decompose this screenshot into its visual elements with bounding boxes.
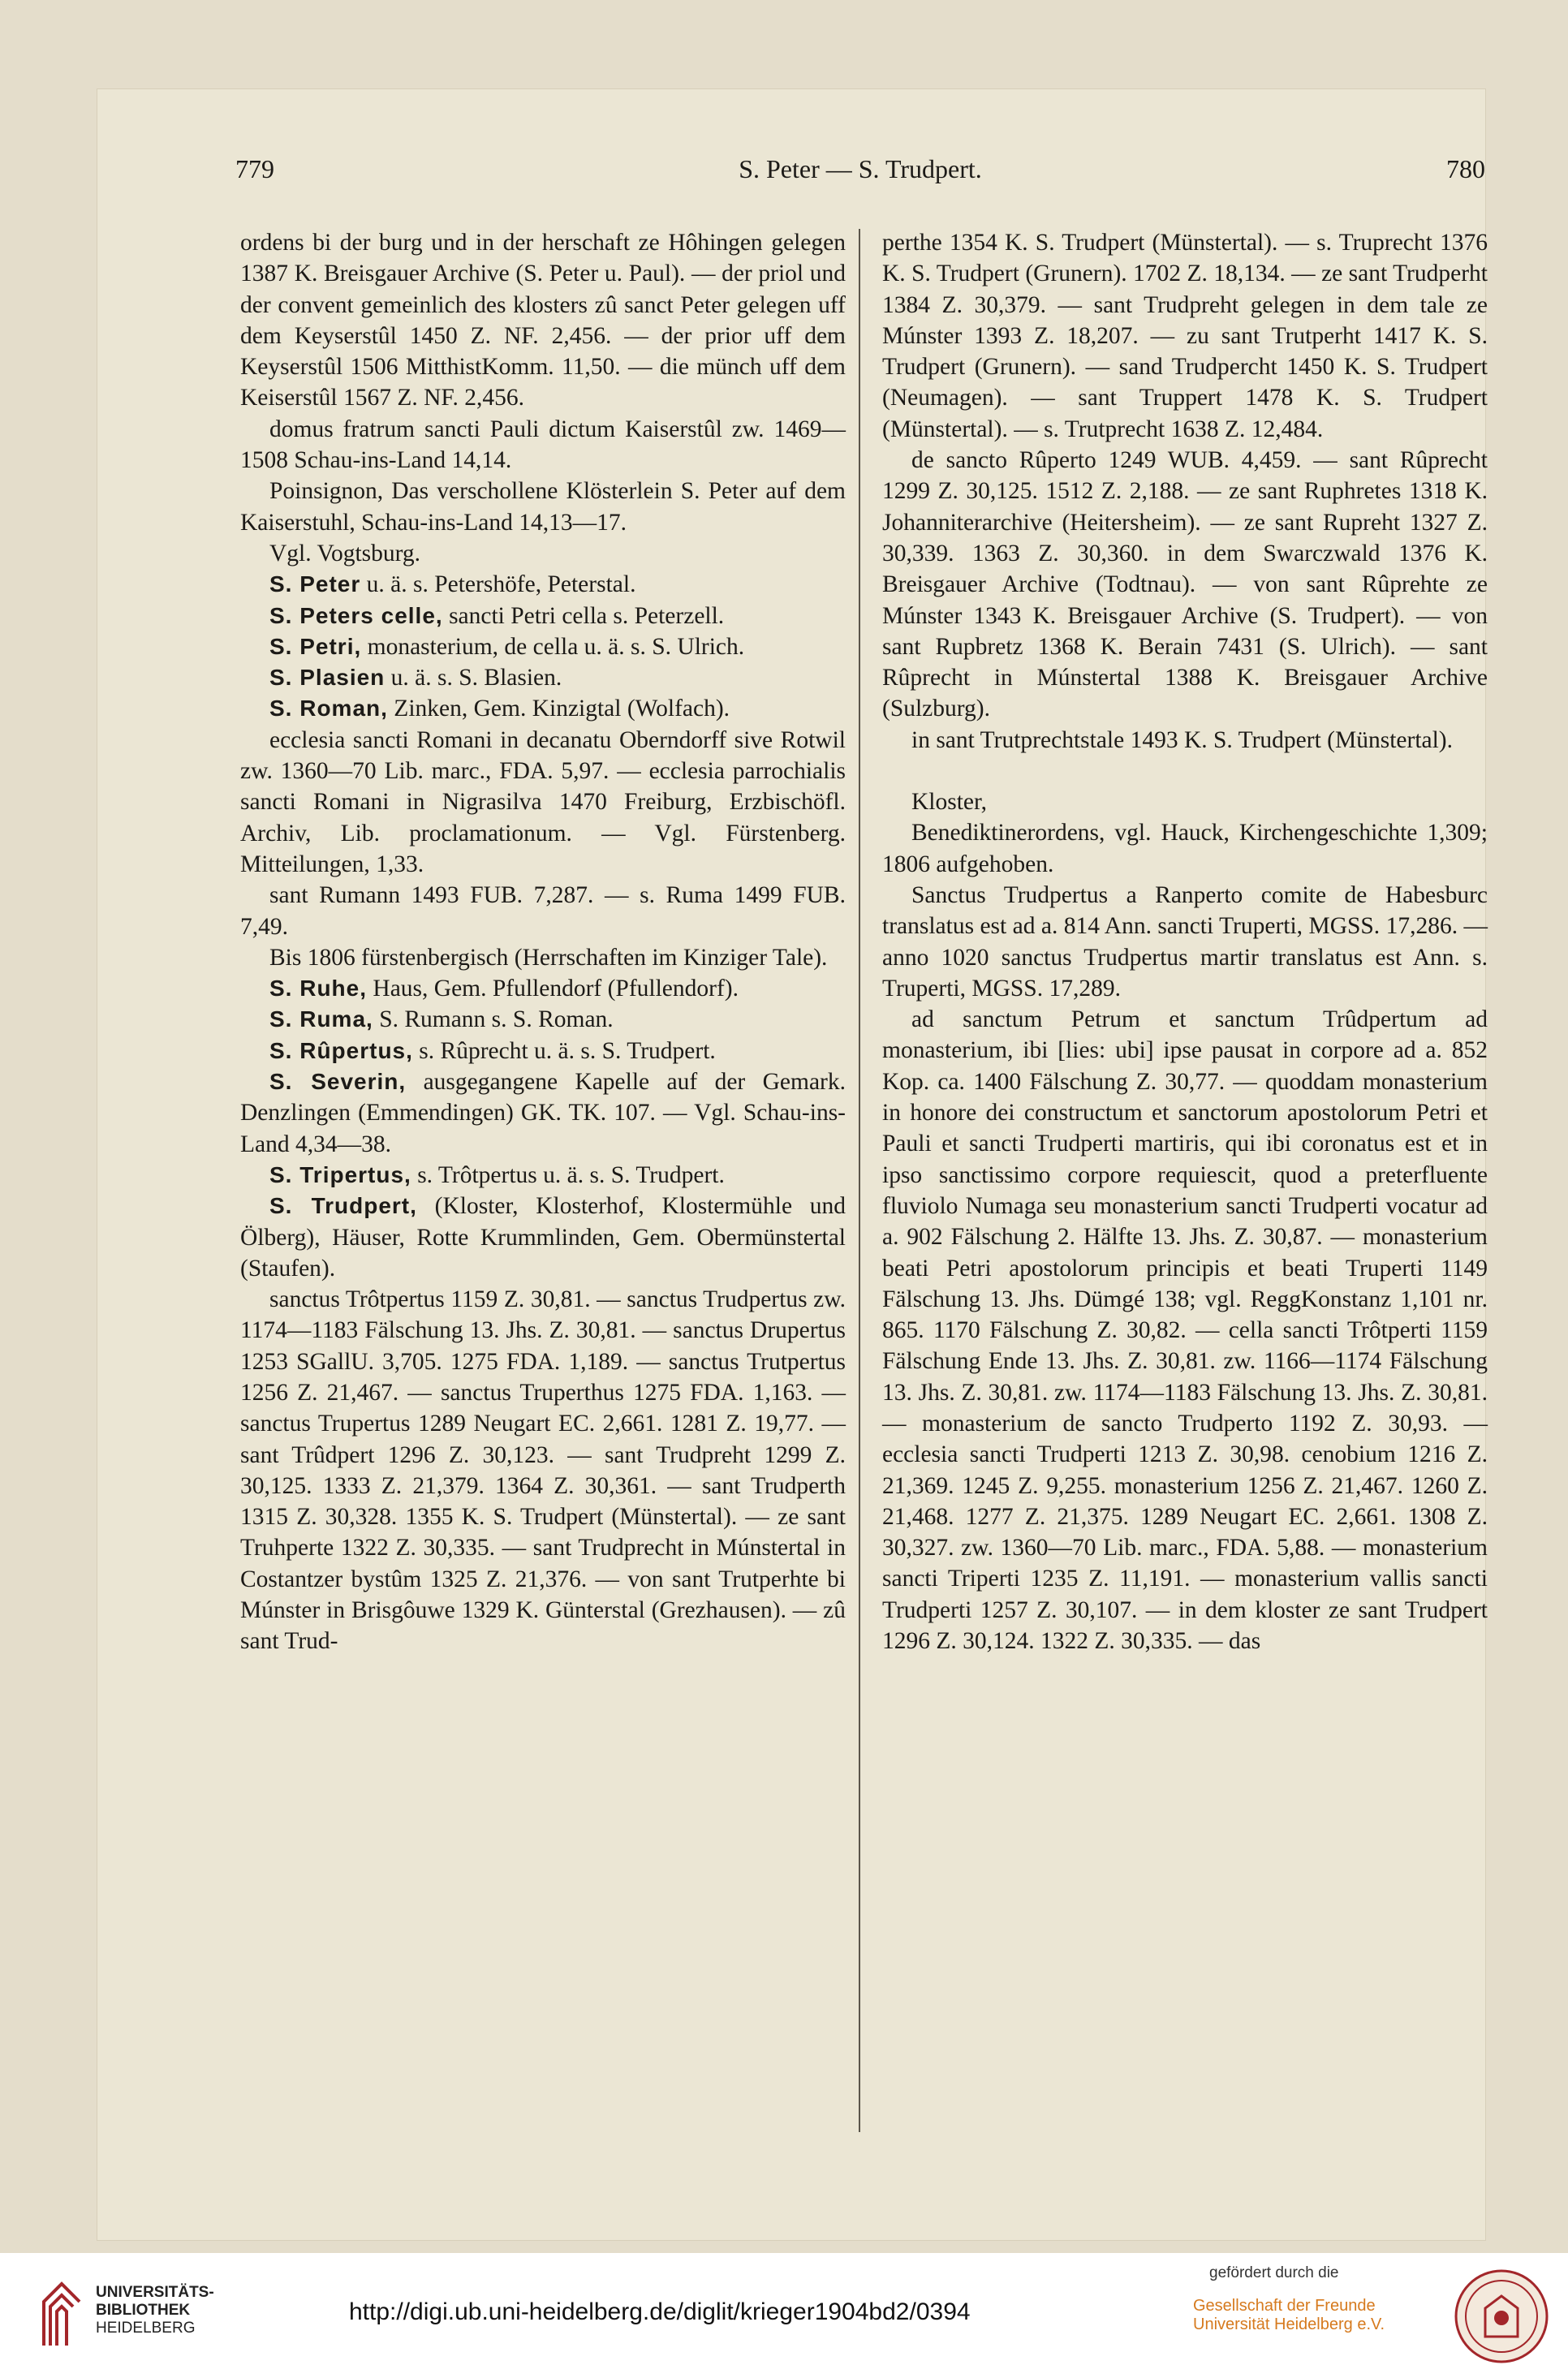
paragraph-text: sant Rumann 1493 FUB. 7,287. — s. Ruma 1499 FUB. 7,49. xyxy=(240,882,846,940)
headword: S. Peters celle, xyxy=(269,602,443,628)
logo-line-1: UNIVERSITÄTS- xyxy=(96,2284,214,2301)
headword: S. Rûpertus, xyxy=(269,1037,413,1063)
page-number-right: 780 xyxy=(1446,154,1485,183)
paragraph-text: ordens bi der burg und in der herschaft ze Hôhingen gelegen 1387 K. Breisgauer Archive (S. Peter u. Paul). — der priol und der convent gemeinlich des klosters zû sanct Peter gelegen uff dem Keyserstûl 1450 Z. NF. 2,456. — der prior uff dem Keyserstûl 1506 MitthistKomm. 11,50. — die münch uff dem Keiserstûl 1567 Z. NF. 2,456. xyxy=(240,230,846,411)
page-title: S. Peter — S. Trudpert. xyxy=(739,154,982,183)
paragraph-text: Zinken, Gem. Kinzigtal (Wolfach). xyxy=(387,696,730,722)
paragraph-text: Haus, Gem. Pfullendorf (Pfullendorf). xyxy=(367,976,739,1002)
sponsor-line-3: Universität Heidelberg e.V. xyxy=(1193,2316,1385,2333)
logo-line-3: HEIDELBERG xyxy=(96,2320,196,2337)
paragraph-text: ecclesia sancti Romani in decanatu Oberndorff sive Rotwil zw. 1360—70 Lib. marc., FDA. 5,97. — ecclesia parrochialis sancti Romani in Nigrasilva 1470 Freiburg, Erzbischöfl. Archiv, Lib. proclamationum. — Vgl. Fürstenberg. Mitteilungen, 1,33. xyxy=(240,726,846,877)
paragraph xyxy=(240,1036,846,1066)
paragraph xyxy=(240,569,846,600)
paragraph xyxy=(240,601,846,631)
paragraph xyxy=(882,725,1488,756)
paragraph-text: Vgl. Vogtsburg. xyxy=(269,540,421,566)
left-column xyxy=(240,227,846,1657)
paragraph xyxy=(240,538,846,569)
headword: S. Trudpert, xyxy=(269,1193,417,1219)
university-seal-icon xyxy=(1453,2268,1550,2365)
paragraph xyxy=(240,1191,846,1284)
paragraph xyxy=(240,662,846,693)
paragraph xyxy=(240,725,846,880)
sponsor-block[interactable] xyxy=(1193,2264,1437,2334)
paragraph xyxy=(240,942,846,973)
paragraph xyxy=(240,227,846,414)
paragraph-text: Sanctus Trudpertus a Ranperto comite de Habesburc translatus est ad a. 814 Ann. sancti Truperti, MGSS. 17,286. — anno 1020 sanctus Trudpertus martir translatus est Ann. s. Truperti, MGSS. 17,289. xyxy=(882,881,1488,1002)
paragraph-text: sanctus Trôtpertus 1159 Z. 30,81. — sanctus Trudpertus zw. 1174—1183 Fälschung 13. Jhs. Z. 30,81. — sanctus Drupertus 1253 SGallU. 3,705. 1275 FDA. 1,189. — sanctus Trutpertus 1256 Z. 21,467. — sanctus Truperthus 1275 FDA. 1,163. — sanctus Trupertus 1289 Neugart EC. 2,661. 1281 Z. 19,77. — sant Trûdpert 1296 Z. 30,123. — sant Trudpreht 1299 Z. 30,125. 1333 Z. 21,379. 1364 Z. 30,361. — sant Trudperth 1315 Z. 30,328. 1355 K. S. Trudpert (Münstertal). — ze sant Truhperte 1322 Z. 30,335. — sant Trudprecht in Múnstertal in Costantzer bystûm 1325 Z. 21,376. — von sant Trutperhte bi Múnster in Brisgôuwe 1329 K. Günterstal (Grezhausen). — zû sant Trud- xyxy=(240,1286,846,1655)
paragraph-text: Kloster, xyxy=(911,789,988,816)
paragraph xyxy=(882,880,1488,1004)
viewer-footer xyxy=(0,2253,1568,2378)
paragraph xyxy=(882,445,1488,725)
headword: S. Peter xyxy=(269,571,361,597)
paragraph-text: Bis 1806 fürstenbergisch (Herrschaften im Kinziger Tale). xyxy=(269,944,828,971)
paragraph xyxy=(240,1284,846,1657)
paragraph-text: ausgegangene Kapelle auf der Gemark. Denzlingen (Emmendingen) GK. TK. 107. — Vgl. Schau-ins-Land 4,34—38. xyxy=(240,1069,846,1157)
paragraph xyxy=(240,1066,846,1160)
headword: S. Ruhe, xyxy=(269,976,368,1002)
paragraph-text: Poinsignon, Das verschollene Klösterlein S. Peter auf dem Kaiserstuhl, Schau-ins-Land 14,13—17. xyxy=(240,478,846,536)
paragraph xyxy=(240,414,846,476)
university-library-logo[interactable] xyxy=(37,2277,313,2350)
paragraph-text: monasterium, de cella u. ä. s. S. Ulrich. xyxy=(361,633,745,660)
headword: S. Ruma, xyxy=(269,1006,373,1032)
paragraph-text: S. Rumann s. S. Roman. xyxy=(373,1006,614,1033)
library-logo-icon xyxy=(37,2277,86,2350)
headword: S. Petri, xyxy=(269,633,362,659)
page-number-left: 779 xyxy=(235,154,274,183)
paragraph-text: s. Rûprecht u. ä. s. S. Trudpert. xyxy=(412,1037,716,1064)
paragraph xyxy=(240,973,846,1004)
paragraph-text: u. ä. s. S. Blasien. xyxy=(385,665,562,691)
paragraph-text: u. ä. s. Petershöfe, Peterstal. xyxy=(360,571,636,598)
paragraph xyxy=(240,476,846,538)
paragraph xyxy=(240,693,846,724)
paragraph-text: Benediktinerordens, vgl. Hauck, Kirchengeschichte 1,309; 1806 aufgehoben. xyxy=(882,820,1488,877)
logo-line-2: BIBLIOTHEK xyxy=(96,2302,191,2319)
sponsor-line-1: gefördert durch die xyxy=(1209,2264,1339,2281)
paragraph-text: ad sanctum Petrum et sanctum Trûdpertum ad monasterium, ibi [lies: ubi] ipse pausat in corpore ad a. 852 Kop. ca. 1400 Fälschung Z. 30,77. — quoddam monasterium in honore dei constructum et sanctorum apostolorum Petri et Pauli et sancti Trudperti martiris, qui ibi coronatus est et in ipso sanctissimo corpore requiescit, quod a preterfluente fluviolo Numaga seu monasterium sancti Trudperti vocatur ad a. 902 Fälschung 2. Hälfte 13. Jhs. Z. 30,87. — monasterium beati Petri apostolorum principis et beati Truperti 1149 Fälschung 13. Jhs. Dümgé 138; vgl. ReggKonstanz 1,101 nr. 865. 1170 Fälschung Z. 30,82. — cella sancti Trôtperti 1159 Fälschung Ende 13. Jhs. Z. 30,81. zw. 1166—1174 Fälschung 13. Jhs. Z. 30,81. zw. 1174—1183 Fälschung 13. Jhs. Z. 30,81. — monasterium de sancto Trudperto 1192 Z. 30,93. — ecclesia sancti Trudperti 1213 Z. 30,98. cenobium 1216 Z. 21,369. 1245 Z. 9,255. monasterium 1256 Z. 21,467. 1260 Z. 21,468. 1277 Z. 21,375. 1289 Neugart EC. 2,661. 1308 Z. 30,327. zw. 1360—70 Lib. marc., FDA. 5,88. — monasterium sancti Triperti 1235 Z. 11,191. — monasterium vallis sancti Trudperti 1257 Z. 30,107. — in dem kloster ze sant Trudpert 1296 Z. 30,124. 1322 Z. 30,335. — das xyxy=(882,1006,1488,1655)
headword: S. Tripertus, xyxy=(269,1161,411,1187)
paragraph xyxy=(882,1004,1488,1656)
paragraph-text: sancti Petri cella s. Peterzell. xyxy=(442,602,725,629)
column-divider xyxy=(859,229,860,2132)
paragraph-text: s. Trôtpertus u. ä. s. S. Trudpert. xyxy=(411,1161,725,1188)
paragraph-text: in sant Trutprechtstale 1493 K. S. Trudpert (Münstertal). xyxy=(911,726,1454,753)
paragraph-text: de sancto Rûperto 1249 WUB. 4,459. — sant Rûprecht 1299 Z. 30,125. 1512 Z. 2,188. — ze sant Ruphretes 1318 K. Johanniterarchive (Heitersheim). — ze sant Rupreht 1327 Z. 30,339. 1363 Z. 30,360. in dem Swarczwald 1376 K. Breisgauer Archive (Todtnau). — von sant Rûprehte ze Múnster 1343 K. Breisgauer Archive (S. Trudpert). — von sant Rupbretz 1368 K. Berain 7431 (S. Ulrich). — sant Rûprecht in Múnstertal 1388 K. Breisgauer Archive (Sulzburg). xyxy=(882,447,1488,722)
paragraph xyxy=(882,817,1488,880)
running-head xyxy=(235,154,1485,203)
paragraph-text: domus fratrum sancti Pauli dictum Kaiserstûl zw. 1469—1508 Schau-ins-Land 14,14. xyxy=(240,416,846,474)
headword: S. Plasien xyxy=(269,665,386,691)
headword: S. Severin, xyxy=(269,1069,407,1095)
paragraph-text: (Kloster, Klosterhof, Klostermühle und Ölberg), Häuser, Rotte Krummlinden, Gem. Obermünstertal (Staufen). xyxy=(240,1193,846,1282)
paragraph xyxy=(240,631,846,662)
paragraph xyxy=(882,227,1488,445)
library-logo-text xyxy=(96,2284,214,2337)
paragraph xyxy=(240,1004,846,1035)
paragraph xyxy=(240,1160,846,1191)
permalink-url[interactable]: http://digi.ub.uni-heidelberg.de/diglit/krieger1904bd2/0394 xyxy=(349,2298,971,2325)
sponsor-line-2: Gesellschaft der Freunde xyxy=(1193,2297,1376,2315)
headword: S. Roman, xyxy=(269,696,388,722)
paragraph-text: perthe 1354 K. S. Trudpert (Münstertal). — s. Truprecht 1376 K. S. Trudpert (Grunern). 1702 Z. 18,134. — ze sant Trudperht 1384 Z. 30,379. — sant Trudpreht gelegen in dem tale ze Múnster 1393 Z. 18,207. — zu sant Trutperht 1417 K. S. Trudpert (Grunern). — sand Trudpercht 1450 K. S. Trudpert (Neumagen). — sant Truppert 1478 K. S. Trudpert (Münstertal). — s. Trutprecht 1638 Z. 12,484. xyxy=(882,230,1488,442)
paragraph xyxy=(882,786,1488,817)
right-column xyxy=(882,227,1488,1656)
paragraph xyxy=(240,880,846,942)
